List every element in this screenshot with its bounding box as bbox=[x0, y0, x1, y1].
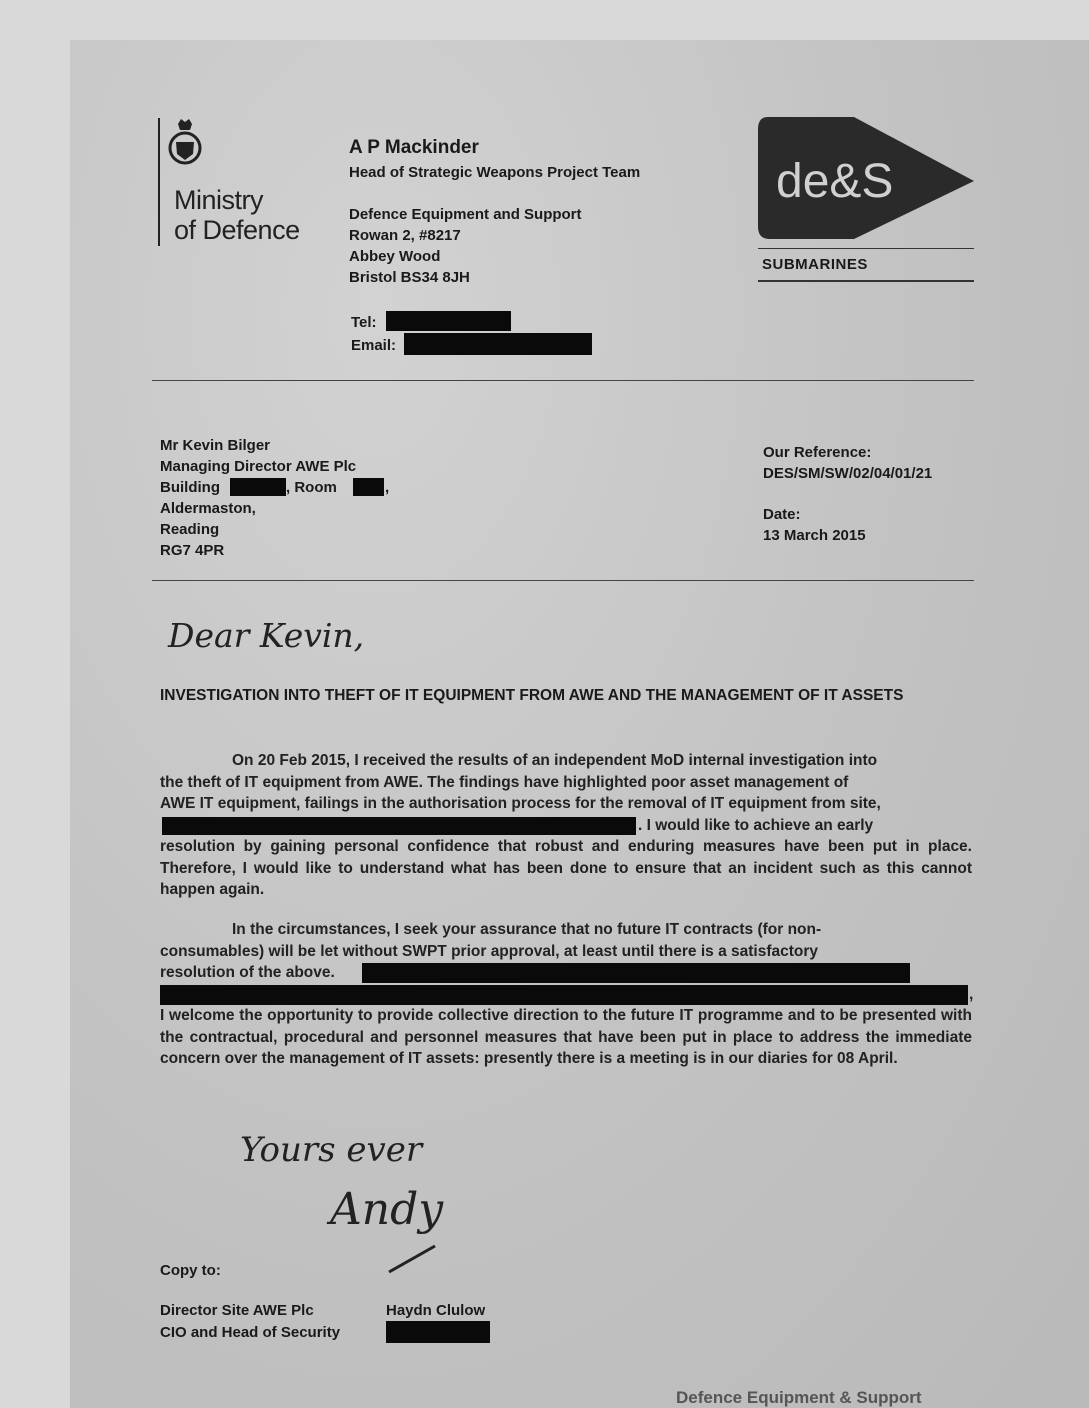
address-line: Rowan 2, #8217 bbox=[349, 227, 461, 244]
address-line: Abbey Wood bbox=[349, 248, 441, 265]
org-line-2: of Defence bbox=[174, 215, 300, 245]
tel-label: Tel: bbox=[351, 314, 377, 331]
footer-text: Defence Equipment & Support bbox=[676, 1388, 922, 1407]
logo-rule-bottom bbox=[758, 280, 974, 282]
salutation: Dear Kevin, bbox=[168, 616, 365, 655]
paragraph-1 bbox=[160, 750, 972, 901]
sender-address bbox=[349, 204, 582, 288]
redacted-line bbox=[160, 962, 972, 984]
sender-name: A P Mackinder bbox=[349, 137, 479, 158]
room-label: , Room bbox=[286, 479, 337, 496]
body-fragment: resolution of the above. bbox=[160, 964, 335, 981]
recipient-line: Managing Director AWE Plc bbox=[160, 458, 357, 475]
sender-title: Head of Strategic Weapons Project Team bbox=[349, 164, 641, 181]
recipient-building-line bbox=[160, 477, 390, 498]
redacted-line bbox=[160, 815, 972, 837]
logo-text: de&S bbox=[776, 155, 894, 208]
paragraph-2 bbox=[160, 919, 972, 1070]
body-line: On 20 Feb 2015, I received the results of an independent MoD internal investigation into bbox=[232, 752, 878, 769]
mod-logo-bar bbox=[158, 118, 160, 246]
valediction: Yours ever bbox=[240, 1130, 423, 1170]
recipient-line: Mr Kevin Bilger bbox=[160, 437, 271, 454]
building-line-comma: , bbox=[385, 479, 390, 496]
header-divider bbox=[152, 380, 974, 381]
redacted-line bbox=[160, 984, 972, 1006]
body-fragment: , bbox=[969, 985, 974, 1003]
body-line: consumables) will be let without SWPT prior approval, at least until there is a satisfactory bbox=[160, 942, 819, 960]
subject-line: INVESTIGATION INTO THEFT OF IT EQUIPMENT FROM AWE AND THE MANAGEMENT OF IT ASSETS bbox=[160, 687, 904, 704]
body-paragraph-rest: I welcome the opportunity to provide collective direction to the future IT programme and to be presented with the contractual, procedural and personnel measures that have been put in place to address the immediate concern over the management of IT assets: presently there is a meeting is in our diaries for 08 April. bbox=[160, 1007, 972, 1067]
ref-value: DES/SM/SW/02/04/01/21 bbox=[763, 465, 933, 482]
recipient-line: RG7 4PR bbox=[160, 542, 225, 559]
date-value: 13 March 2015 bbox=[763, 527, 866, 544]
redaction-room bbox=[353, 478, 384, 496]
date-label: Date: bbox=[763, 506, 801, 523]
reference-block bbox=[763, 442, 932, 546]
recipient-line: Aldermaston, bbox=[160, 500, 256, 517]
ref-label: Our Reference: bbox=[763, 444, 872, 461]
body-paragraph-rest: resolution by gaining personal confidence that robust and enduring measures have been put in place. Therefore, I would like to understand what has been done to ensure that an incident such as this cannot happen again. bbox=[160, 838, 972, 898]
redaction-tel bbox=[386, 311, 511, 331]
body-line: AWE IT equipment, failings in the authorisation process for the removal of IT equipment from site, bbox=[160, 795, 881, 812]
royal-crest-icon bbox=[166, 118, 204, 182]
org-line-1: Ministry bbox=[174, 185, 263, 215]
body-line: In the circumstances, I seek your assurance that no future IT contracts (for non- bbox=[232, 921, 822, 938]
logo-rule-top bbox=[758, 248, 974, 249]
des-logo-icon bbox=[754, 113, 976, 243]
body-line: the theft of IT equipment from AWE. The findings have highlighted poor asset management of bbox=[160, 773, 849, 791]
signature-flourish bbox=[385, 1240, 441, 1276]
body-fragment: . I would like to achieve an early bbox=[638, 816, 874, 834]
redaction-paragraph-2b bbox=[160, 985, 968, 1005]
copy-to-label: Copy to: bbox=[160, 1262, 221, 1279]
redaction-building bbox=[230, 478, 286, 496]
redaction-paragraph-2a bbox=[362, 963, 910, 983]
mod-logo-text bbox=[174, 185, 300, 245]
address-line: Bristol BS34 8JH bbox=[349, 269, 470, 286]
email-label: Email: bbox=[351, 337, 397, 354]
recipient-block bbox=[160, 435, 390, 561]
building-label: Building bbox=[160, 479, 220, 496]
recipient-line: Reading bbox=[160, 521, 220, 538]
redaction-findings bbox=[162, 817, 636, 835]
redaction-copy-name bbox=[386, 1321, 490, 1343]
logo-division: SUBMARINES bbox=[762, 256, 868, 273]
redaction-email bbox=[404, 333, 592, 355]
address-divider bbox=[152, 580, 974, 581]
copy-role: CIO and Head of Security bbox=[160, 1324, 341, 1341]
copy-name: Haydn Clulow bbox=[386, 1302, 486, 1319]
address-line: Defence Equipment and Support bbox=[349, 206, 582, 223]
copy-role: Director Site AWE Plc bbox=[160, 1302, 314, 1319]
signature: Andy bbox=[330, 1184, 444, 1235]
